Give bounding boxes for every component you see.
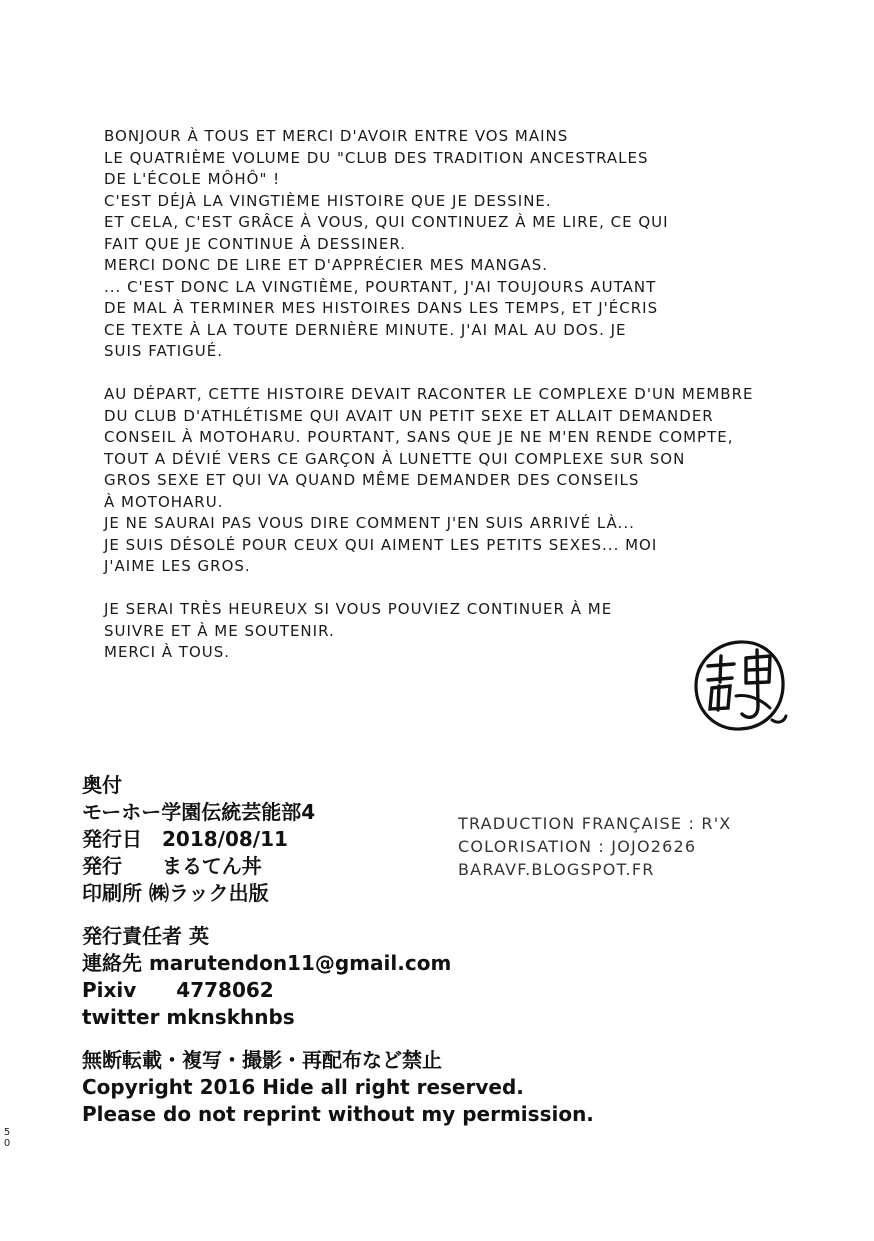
afterword-line: C'EST DÉJÀ LA VINGTIÈME HISTOIRE QUE JE DESSINE. [104,191,552,210]
author-seal-icon [690,636,790,736]
afterword-line: ... C'EST DONC LA VINGTIÈME, POURTANT, J'AI TOUJOURS AUTANT [104,277,657,296]
afterword-line: J'AIME LES GROS. [104,557,251,575]
afterword-line: JE NE SAURAI PAS VOUS DIRE COMMENT J'EN SUIS ARRIVÉ LÀ... [104,514,635,532]
afterword-line: JE SUIS DÉSOLÉ POUR CEUX QUI AIMENT LES PETITS SEXES... MOI [104,535,658,554]
afterword-line: LE QUATRIÈME VOLUME DU "CLUB DES TRADITION ANCESTRALES [104,148,649,167]
book-title: モーホー学園伝統芸能部4 [82,800,316,824]
reprint-notice: Please do not reprint without my permission. [82,1102,594,1126]
afterword-paragraph-2 [104,384,844,578]
copyright-notice: Copyright 2016 Hide all right reserved. [82,1075,524,1099]
colorisation-credit: COLORISATION : JOJO2626 [458,837,697,856]
publisher: 発行 まるてん丼 [82,854,262,878]
afterword-line: SUIS FATIGUÉ. [104,342,223,360]
afterword-line: CE TEXTE À LA TOUTE DERNIÈRE MINUTE. J'AI MAL AU DOS. JE [104,320,627,339]
afterword-line: JE SERAI TRÈS HEUREUX SI VOUS POUVIEZ CONTINUER À ME [104,600,613,618]
afterword-line: SUIVRE ET À ME SOUTENIR. [104,621,335,640]
translation-credit: TRADUCTION FRANÇAISE : R'X [458,814,732,833]
translation-credits [458,812,731,881]
publication-date: 発行日 2018/08/11 [82,827,288,851]
afterword-line: DE MAL À TERMINER MES HISTOIRES DANS LES TEMPS, ET J'ÉCRIS [104,299,659,317]
twitter-handle: twitter mknskhnbs [82,1005,295,1029]
contact-email: 連絡先 marutendon11@gmail.com [82,951,452,975]
afterword-line: TOUT A DÉVIÉ VERS CE GARÇON À LUNETTE QUI COMPLEXE SUR SON [104,449,686,468]
afterword-line: À MOTOHARU. [104,492,224,511]
page-number: 50 [3,1127,11,1149]
afterword-line: FAIT QUE JE CONTINUE À DESSINER. [104,234,406,253]
afterword-line: GROS SEXE ET QUI VA QUAND MÊME DEMANDER DES CONSEILS [104,471,640,489]
afterword-text [104,126,844,685]
afterword-line: DU CLUB D'ATHLÉTISME QUI AVAIT UN PETIT SEXE ET ALLAIT DEMANDER [104,406,714,425]
printer: 印刷所 ㈱ラック出版 [82,881,269,905]
afterword-line: BONJOUR À TOUS ET MERCI D'AVOIR ENTRE VOS MAINS [104,127,569,145]
afterword-line: MERCI À TOUS. [104,643,231,661]
prohibition-notice: 無断転載・複写・撮影・再配布など禁止 [82,1048,442,1072]
afterword-line: CONSEIL À MOTOHARU. POURTANT, SANS QUE JE NE M'EN RENDE COMPTE, [104,428,734,446]
pixiv-id: Pixiv 4778062 [82,978,274,1002]
afterword-line: MERCI DONC DE LIRE ET D'APPRÉCIER MES MANGAS. [104,256,549,274]
afterword-line: DE L'ÉCOLE MÔHÔ" ! [104,170,281,188]
afterword-line: AU DÉPART, CETTE HISTOIRE DEVAIT RACONTER LE COMPLEXE D'UN MEMBRE [104,385,754,403]
afterword-paragraph-1 [104,126,844,363]
colophon-heading: 奥付 [82,773,122,797]
responsible-person: 発行責任者 英 [82,924,209,948]
afterword-line: ET CELA, C'EST GRÂCE À VOUS, QUI CONTINUEZ À ME LIRE, CE QUI [104,213,669,231]
website-credit: BARAVF.BLOGSPOT.FR [458,860,655,879]
